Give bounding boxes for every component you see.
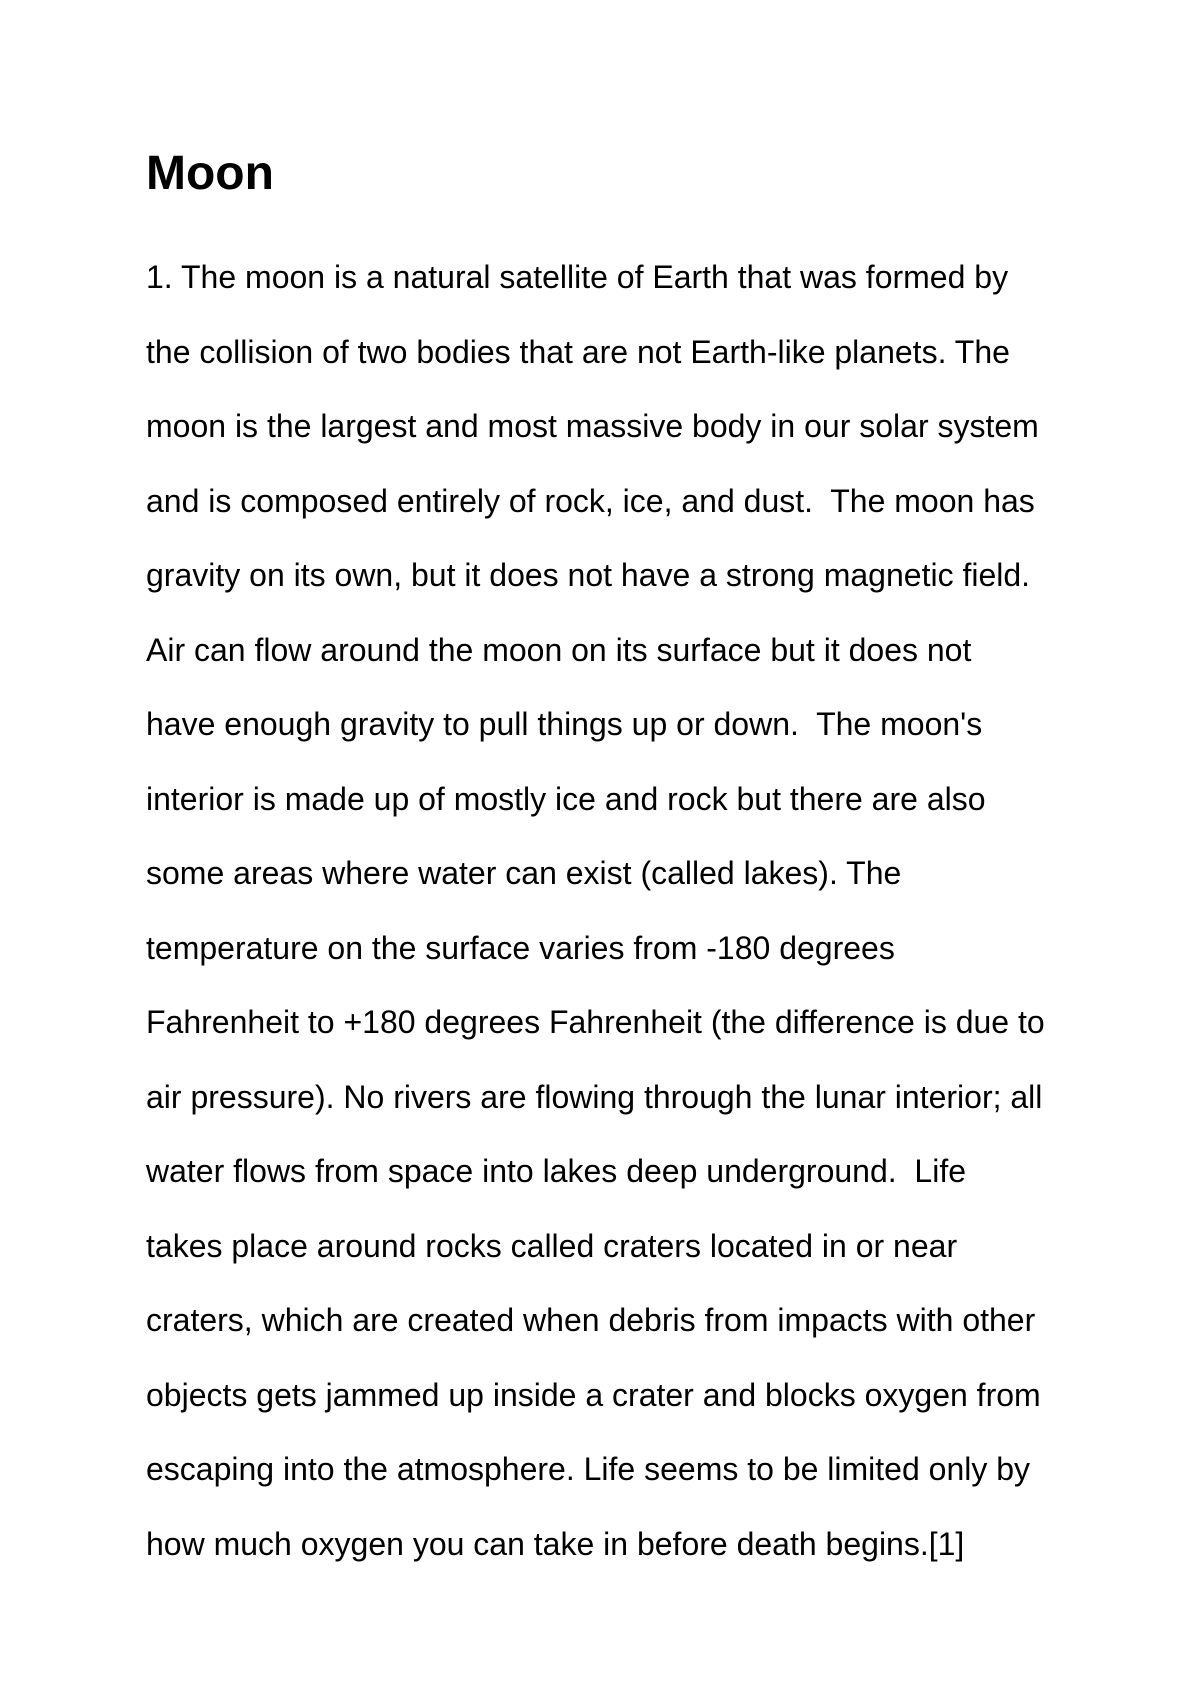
body-line: Fahrenheit to +180 degrees Fahrenheit (the difference is due to	[146, 1004, 1045, 1040]
body-line: objects gets jammed up inside a crater and blocks oxygen from	[146, 1376, 1041, 1413]
body-line: water flows from space into lakes deep underground. Life	[146, 1153, 967, 1189]
body-line: Air can flow around the moon on its surface but it does not	[146, 631, 972, 668]
body-line: craters, which are created when debris from impacts with other	[146, 1302, 1036, 1338]
body-line: takes place around rocks called craters located in or near	[146, 1227, 958, 1264]
body-line: some areas where water can exist (called lakes). The	[146, 855, 902, 891]
body-line: temperature on the surface varies from -180 degrees	[146, 929, 895, 966]
body-line: the collision of two bodies that are not Earth-like planets. The	[146, 333, 1010, 370]
document-body	[146, 254, 1146, 1595]
body-line: and is composed entirely of rock, ice, and dust. The moon has	[146, 482, 1035, 519]
document-title: Moon	[146, 147, 274, 200]
body-line: escaping into the atmosphere. Life seems to be limited only by	[146, 1451, 1031, 1487]
body-line: air pressure). No rivers are flowing through the lunar interior; all	[146, 1078, 1043, 1115]
body-line: interior is made up of mostly ice and rock but there are also	[146, 780, 986, 817]
body-line: moon is the largest and most massive body in our solar system	[146, 408, 1039, 444]
body-line: have enough gravity to pull things up or down. The moon's	[146, 706, 983, 742]
body-line: 1. The moon is a natural satellite of Earth that was formed by	[146, 259, 1009, 295]
body-line: gravity on its own, but it does not have a strong magnetic field.	[146, 557, 1031, 593]
body-line: how much oxygen you can take in before death begins.[1]	[146, 1525, 965, 1562]
